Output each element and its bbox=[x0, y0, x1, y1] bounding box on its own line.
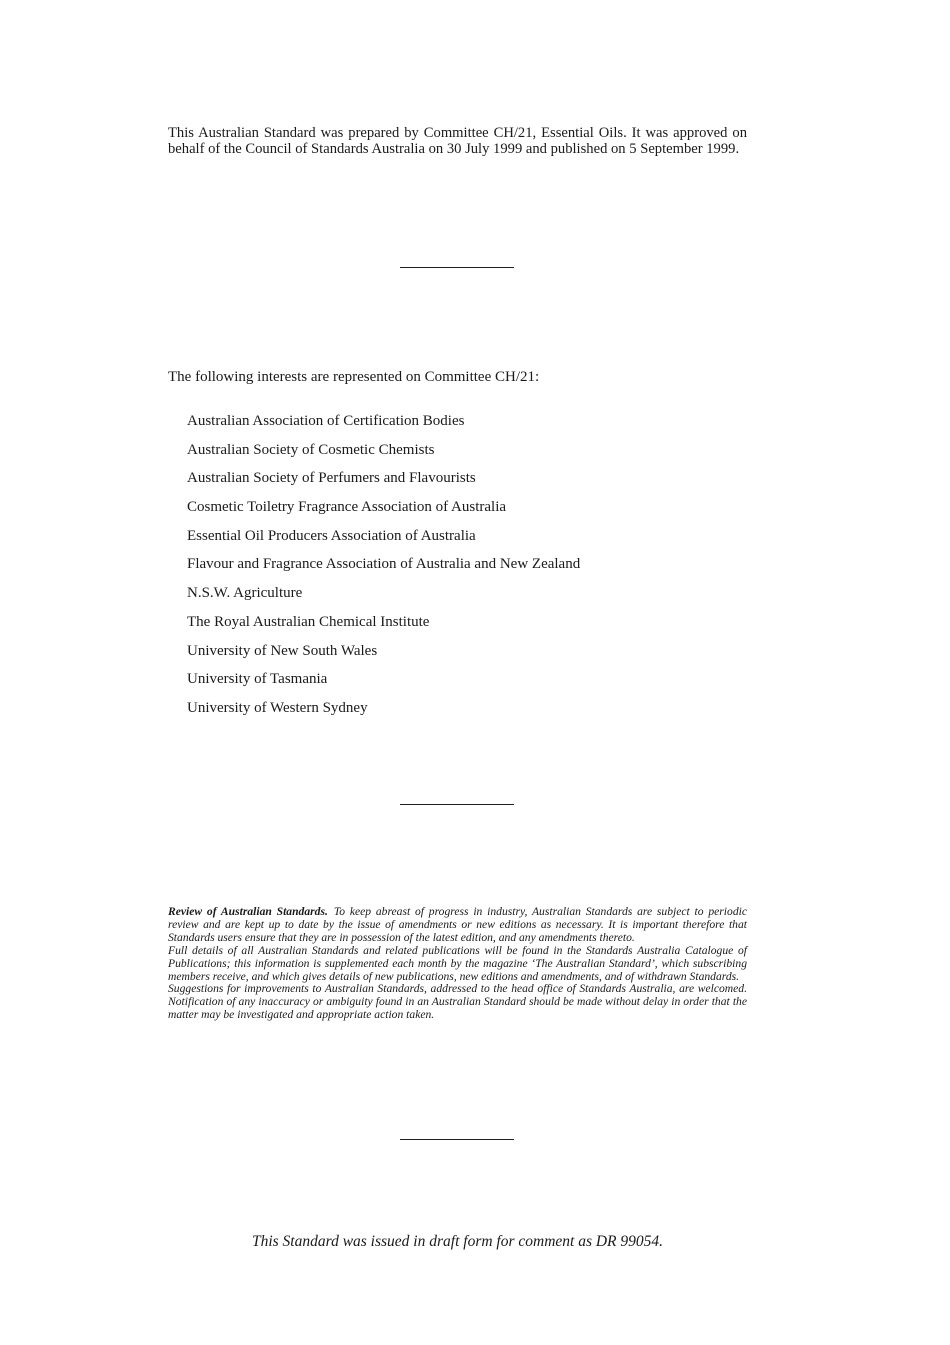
interest-item: Australian Association of Certification Bodies bbox=[187, 413, 465, 429]
interest-item: Cosmetic Toiletry Fragrance Association of Australia bbox=[187, 499, 507, 516]
draft-note: This Standard was issued in draft form for comment as DR 99054. bbox=[251, 1233, 664, 1250]
review-paragraph: Suggestions for improvements to Australian Standards, addressed to the head office of Standards Australia, are welcomed. Notification of any inaccuracy or ambiguity found in an Australian Standard should be made without delay in order that the matter may be investigated and appropriate action taken. bbox=[168, 982, 747, 1022]
section-divider bbox=[400, 804, 514, 805]
review-paragraph: Full details of all Australian Standards and related publications will be found in the Standards Australia Catalogue of Publications; this information is supplemented each month by the magazine ‘The Australian Standard’, which subscribing members receive, and which gives details of new publications, new editions and amendments, and of withdrawn Standards. bbox=[168, 943, 747, 983]
interest-item: Australian Society of Perfumers and Flavourists bbox=[187, 470, 476, 487]
interests-heading: The following interests are represented on Committee CH/21: bbox=[168, 369, 540, 385]
section-divider bbox=[400, 1139, 514, 1140]
review-notice bbox=[168, 906, 747, 1022]
review-text: To keep abreast of progress in industry, Australian Standards are subject to periodic review and are kept up to date by the issue of amendments or new editions as necessary. It is important therefore that Standards users ensure that they are in possession of the latest edition, and any amendments thereto. bbox=[168, 905, 747, 944]
interest-item: The Royal Australian Chemical Institute bbox=[187, 613, 430, 630]
interest-item: Australian Society of Cosmetic Chemists bbox=[187, 441, 435, 458]
review-paragraph bbox=[168, 906, 747, 945]
interest-item: Essential Oil Producers Association of Australia bbox=[187, 527, 476, 544]
interests-list bbox=[187, 412, 580, 728]
interest-item: University of Western Sydney bbox=[187, 699, 368, 716]
preparation-statement: This Australian Standard was prepared by Committee CH/21, Essential Oils. It was approved on behalf of the Council of Standards Australia on 30 July 1999 and published on 5 September 1999. bbox=[168, 125, 747, 157]
review-lead: Review of Australian Standards. bbox=[168, 905, 328, 918]
section-divider bbox=[400, 267, 514, 268]
interest-item: Flavour and Fragrance Association of Australia and New Zealand bbox=[187, 556, 581, 573]
interest-item: University of Tasmania bbox=[187, 671, 328, 688]
interest-item: University of New South Wales bbox=[187, 642, 378, 659]
interest-item: N.S.W. Agriculture bbox=[187, 585, 303, 602]
